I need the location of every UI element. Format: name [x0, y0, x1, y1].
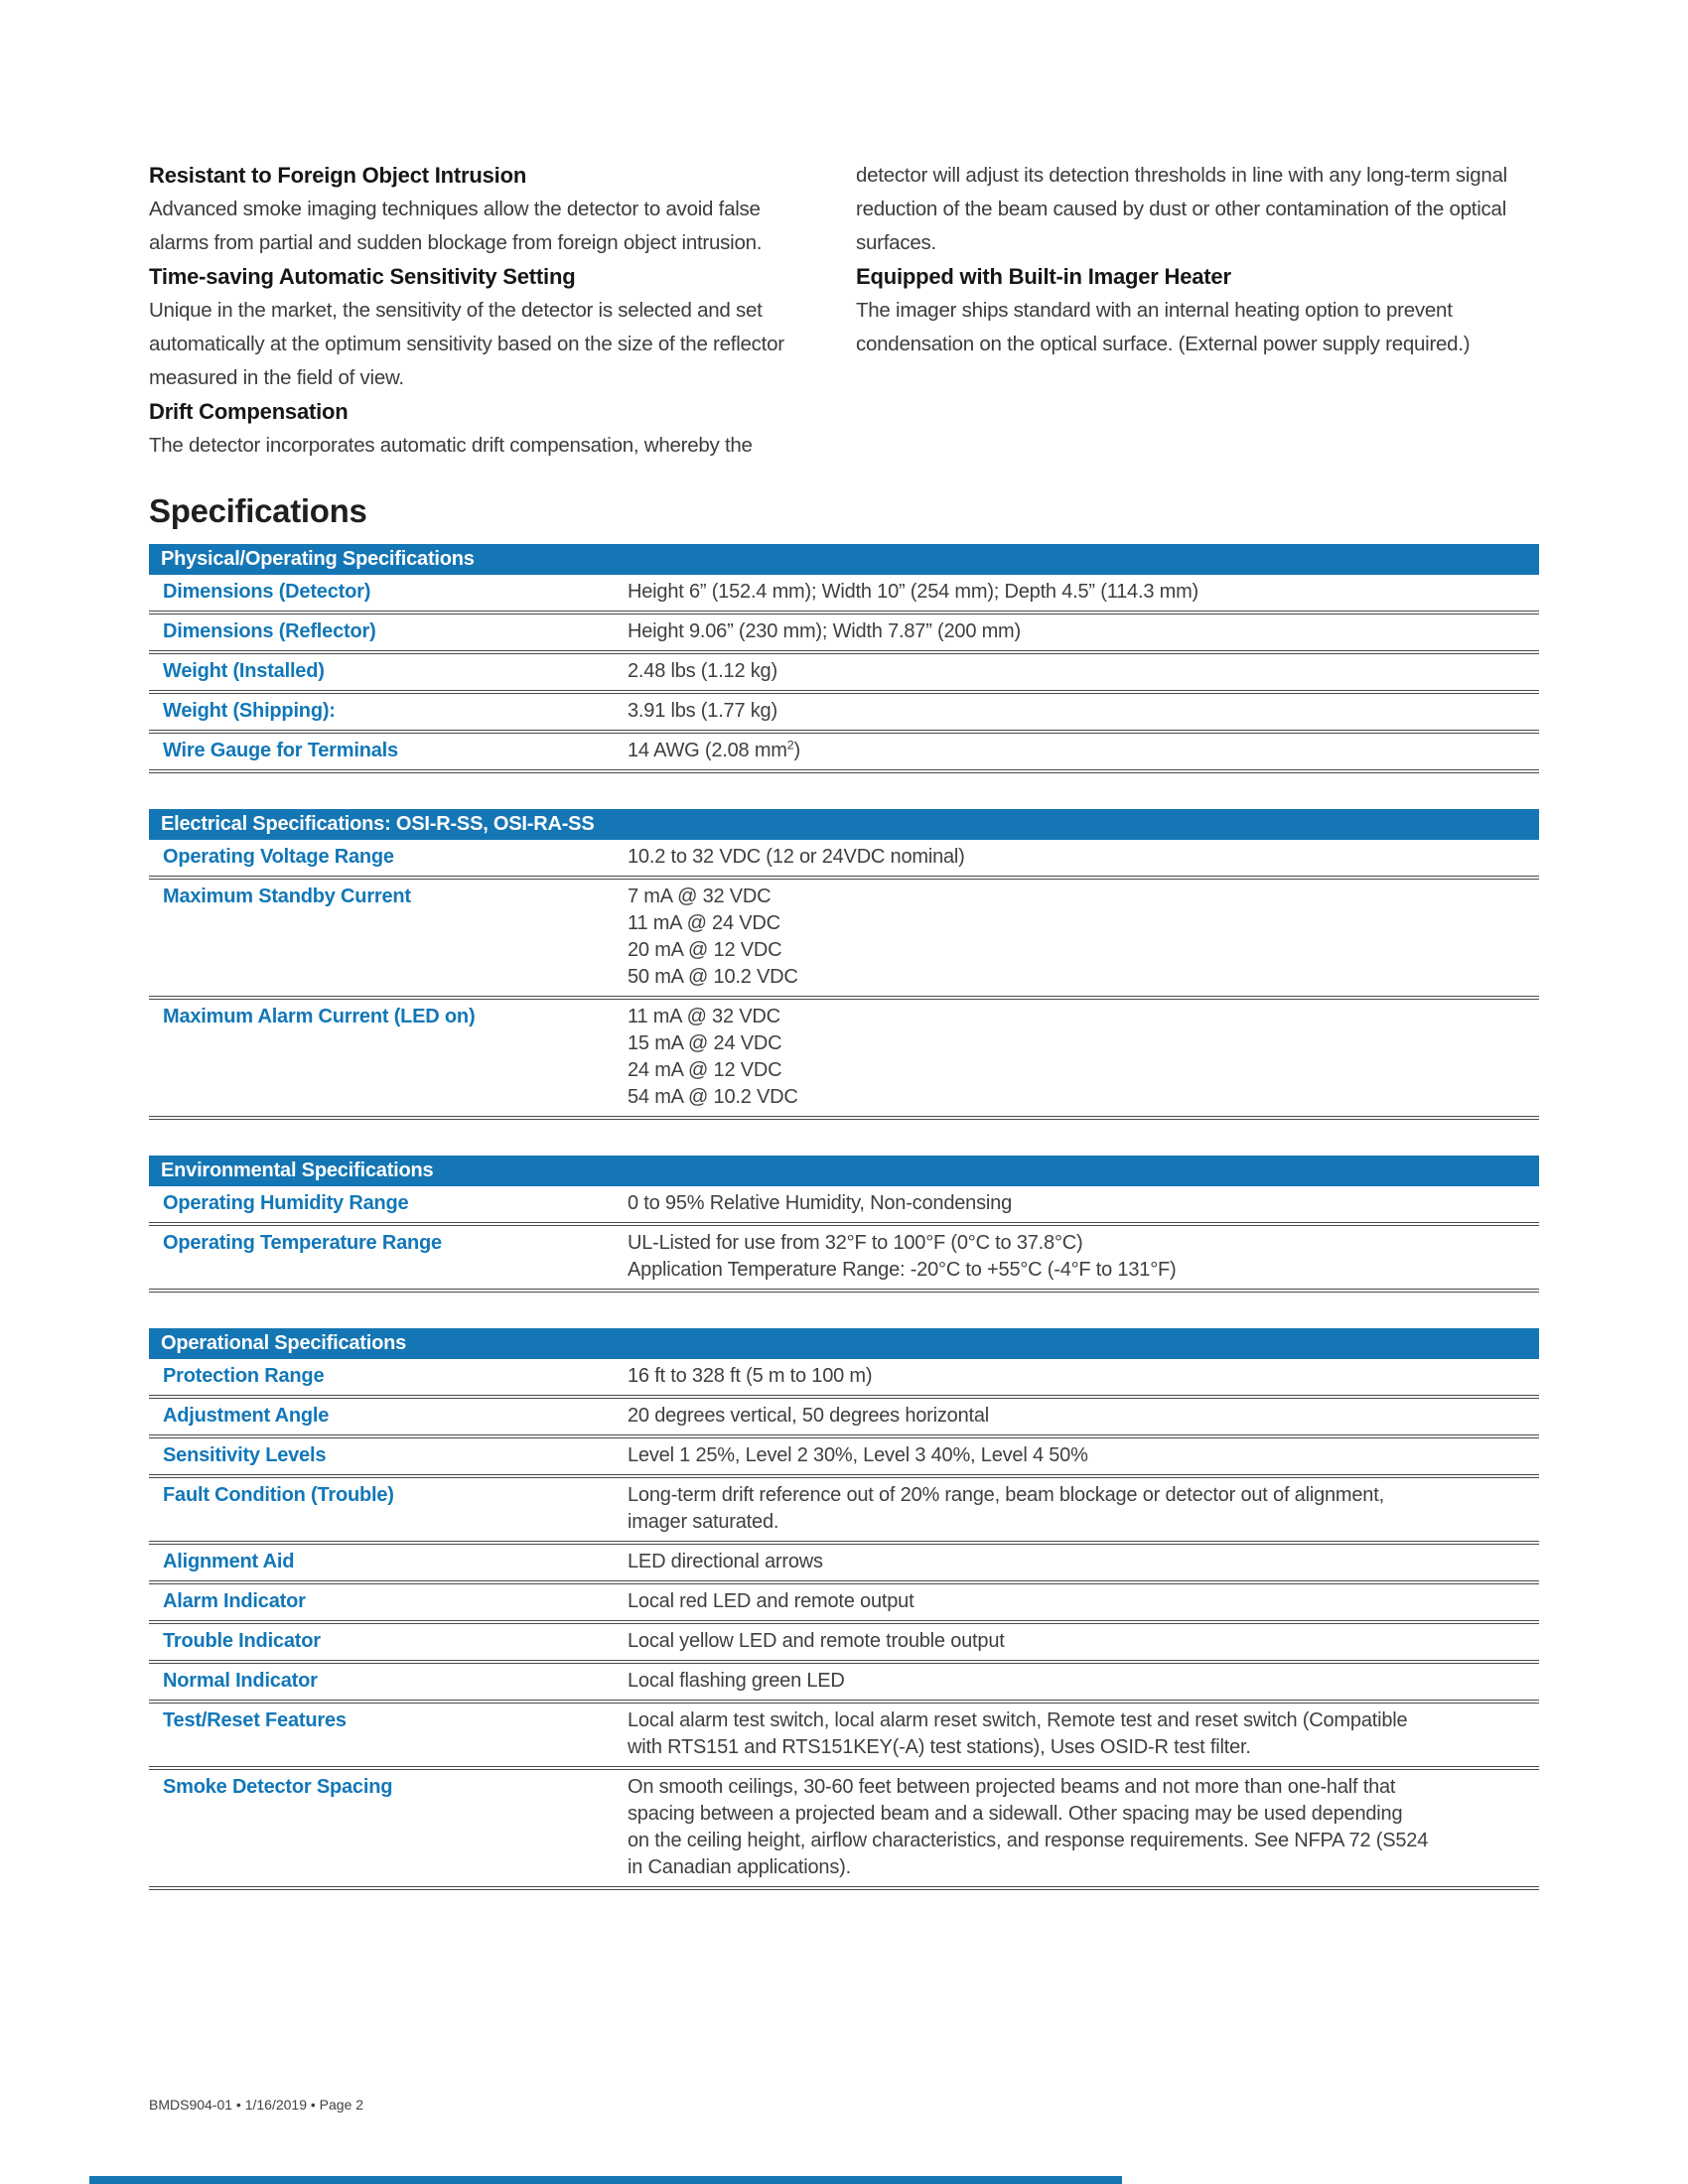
row-value-line: 20 mA @ 12 VDC — [628, 939, 782, 961]
table-row — [149, 1704, 1539, 1770]
row-label: Alignment Aid — [163, 1551, 295, 1572]
row-value — [628, 1707, 1539, 1761]
row-value-line: spacing between a projected beam and a sidewall. Other spacing may be used depending — [628, 1803, 1403, 1825]
spec-table — [149, 1156, 1539, 1293]
row-label: Maximum Alarm Current (LED on) — [163, 1006, 476, 1027]
row-label: Trouble Indicator — [163, 1630, 321, 1652]
spec-table — [149, 1328, 1539, 1890]
table-row — [149, 1186, 1539, 1226]
row-label: Weight (Installed) — [163, 660, 325, 682]
row-label: Sensitivity Levels — [163, 1444, 327, 1466]
row-value — [628, 618, 1539, 645]
row-value-line: 3.91 lbs (1.77 kg) — [628, 700, 777, 722]
table-row — [149, 840, 1539, 880]
row-label: Operating Temperature Range — [163, 1232, 442, 1254]
intro-paragraph: Advanced smoke imaging techniques allow the detector to avoid false alarms from partial and sudden blockage from foreign object intrusion. — [149, 198, 763, 254]
row-value-line: in Canadian applications). — [628, 1856, 851, 1878]
row-label: Test/Reset Features — [163, 1709, 347, 1731]
table-header: Physical/Operating Specifications — [149, 544, 1539, 575]
row-value-line: 11 mA @ 32 VDC — [628, 1006, 780, 1027]
intro-section — [149, 159, 1539, 463]
intro-heading: Resistant to Foreign Object Intrusion — [149, 163, 527, 188]
row-value-line: Height 6” (152.4 mm); Width 10” (254 mm); Depth 4.5” (114.3 mm) — [628, 581, 1198, 603]
row-value-line: Long-term drift reference out of 20% range, beam blockage or detector out of alignment, — [628, 1484, 1384, 1506]
row-value-line: Application Temperature Range: -20°C to +55°C (-4°F to 131°F) — [628, 1259, 1177, 1281]
intro-paragraph: Unique in the market, the sensitivity of the detector is selected and set automatically at the optimum sensitivity based on the size of the reflector measured in the field of view. — [149, 299, 784, 389]
row-label: Operating Humidity Range — [163, 1192, 409, 1214]
row-value-line: 0 to 95% Relative Humidity, Non-condensing — [628, 1192, 1012, 1214]
row-value — [628, 1442, 1539, 1469]
row-value — [628, 1403, 1539, 1430]
row-value — [628, 658, 1539, 685]
table-row — [149, 1478, 1539, 1545]
row-value — [628, 1628, 1539, 1655]
table-row — [149, 1000, 1539, 1120]
intro-paragraph: detector will adjust its detection thresholds in line with any long-term signal reduction of the beam caused by dust or other contamination of the optical surfaces. — [856, 164, 1507, 254]
row-value-line: 16 ft to 328 ft (5 m to 100 m) — [628, 1365, 873, 1387]
table-header: Electrical Specifications: OSI-R-SS, OSI-RA-SS — [149, 809, 1539, 840]
row-value-line: 50 mA @ 10.2 VDC — [628, 966, 798, 988]
row-label: Wire Gauge for Terminals — [163, 740, 398, 761]
intro-heading: Time-saving Automatic Sensitivity Setting — [149, 264, 576, 289]
row-value-line: 20 degrees vertical, 50 degrees horizontal — [628, 1405, 990, 1427]
row-value-line: 24 mA @ 12 VDC — [628, 1059, 782, 1081]
row-value-line: On smooth ceilings, 30-60 feet between projected beams and not more than one-half that — [628, 1776, 1396, 1798]
table-header: Environmental Specifications — [149, 1156, 1539, 1186]
table-header: Operational Specifications — [149, 1328, 1539, 1359]
row-value-line: UL-Listed for use from 32°F to 100°F (0°C to 37.8°C) — [628, 1232, 1083, 1254]
row-label: Adjustment Angle — [163, 1405, 330, 1427]
table-row — [149, 654, 1539, 694]
row-value — [628, 884, 1539, 991]
table-row — [149, 880, 1539, 1000]
table-row — [149, 734, 1539, 773]
superscript-2: 2 — [786, 738, 794, 752]
row-label: Dimensions (Reflector) — [163, 620, 376, 642]
row-label: Fault Condition (Trouble) — [163, 1484, 394, 1506]
row-value-line: Local yellow LED and remote trouble output — [628, 1630, 1005, 1652]
row-label: Dimensions (Detector) — [163, 581, 371, 603]
row-value-line: Local flashing green LED — [628, 1670, 845, 1692]
row-value-line: 7 mA @ 32 VDC — [628, 886, 772, 907]
row-value-line: 11 mA @ 24 VDC — [628, 912, 780, 934]
row-value — [628, 1230, 1539, 1284]
row-label: Protection Range — [163, 1365, 325, 1387]
spec-tables-container — [149, 544, 1539, 1890]
table-row — [149, 1226, 1539, 1293]
table-row — [149, 1399, 1539, 1438]
intro-paragraph: The detector incorporates automatic drift compensation, whereby the — [149, 434, 753, 457]
row-label: Alarm Indicator — [163, 1590, 306, 1612]
row-value-line: Height 9.06” (230 mm); Width 7.87” (200 mm) — [628, 620, 1021, 642]
datasheet-page — [149, 0, 1539, 1926]
spec-table — [149, 544, 1539, 773]
row-value-line: 15 mA @ 24 VDC — [628, 1032, 782, 1054]
row-value — [628, 1549, 1539, 1575]
row-value — [628, 1588, 1539, 1615]
row-value-line: 14 AWG (2.08 $mm^2$) — [628, 738, 800, 761]
row-value-line: Level 1 25%, Level 2 30%, Level 3 40%, Level 4 50% — [628, 1444, 1088, 1466]
row-label: Smoke Detector Spacing — [163, 1776, 393, 1798]
row-value — [628, 1004, 1539, 1111]
row-value — [628, 1190, 1539, 1217]
row-value-line: 10.2 to 32 VDC (12 or 24VDC nominal) — [628, 846, 965, 868]
intro-paragraph: The imager ships standard with an internal heating option to prevent condensation on the optical surface. (External power supply required.) — [856, 299, 1471, 355]
row-value — [628, 698, 1539, 725]
table-row — [149, 1359, 1539, 1399]
table-row — [149, 614, 1539, 654]
table-row — [149, 1584, 1539, 1624]
page-footer: BMDS904-01 • 1/16/2019 • Page 2 — [149, 2097, 364, 2113]
table-row — [149, 1770, 1539, 1890]
row-value-line: Local red LED and remote output — [628, 1590, 914, 1612]
bottom-blue-bar — [89, 2176, 1122, 2184]
row-label: Normal Indicator — [163, 1670, 318, 1692]
intro-heading: Drift Compensation — [149, 399, 349, 424]
intro-heading: Equipped with Built-in Imager Heater — [856, 264, 1231, 289]
row-value — [628, 1482, 1539, 1536]
row-value-line: 54 mA @ 10.2 VDC — [628, 1086, 798, 1108]
row-value — [628, 1774, 1539, 1881]
row-value — [628, 844, 1539, 871]
table-row — [149, 1438, 1539, 1478]
row-value — [628, 738, 1539, 764]
row-label: Maximum Standby Current — [163, 886, 411, 907]
intro-left-column — [149, 159, 824, 463]
table-row — [149, 694, 1539, 734]
page-title: Specifications — [149, 492, 367, 529]
row-value-line: with RTS151 and RTS151KEY(-A) test stations), Uses OSID-R test filter. — [628, 1736, 1251, 1758]
row-value-line: on the ceiling height, airflow characteristics, and response requirements. See NFPA 72 (S524 — [628, 1830, 1429, 1851]
row-value — [628, 579, 1539, 606]
table-row — [149, 1664, 1539, 1704]
row-value-line: imager saturated. — [628, 1511, 779, 1533]
row-value-line: 2.48 lbs (1.12 kg) — [628, 660, 777, 682]
table-row — [149, 1545, 1539, 1584]
spec-table — [149, 809, 1539, 1120]
row-value-line: LED directional arrows — [628, 1551, 823, 1572]
row-value — [628, 1363, 1539, 1390]
intro-right-column — [856, 159, 1539, 463]
row-label: Operating Voltage Range — [163, 846, 394, 868]
table-row — [149, 1624, 1539, 1664]
table-row — [149, 575, 1539, 614]
row-label: Weight (Shipping): — [163, 700, 336, 722]
row-value-line: Local alarm test switch, local alarm reset switch, Remote test and reset switch (Compatible — [628, 1709, 1408, 1731]
row-value — [628, 1668, 1539, 1695]
